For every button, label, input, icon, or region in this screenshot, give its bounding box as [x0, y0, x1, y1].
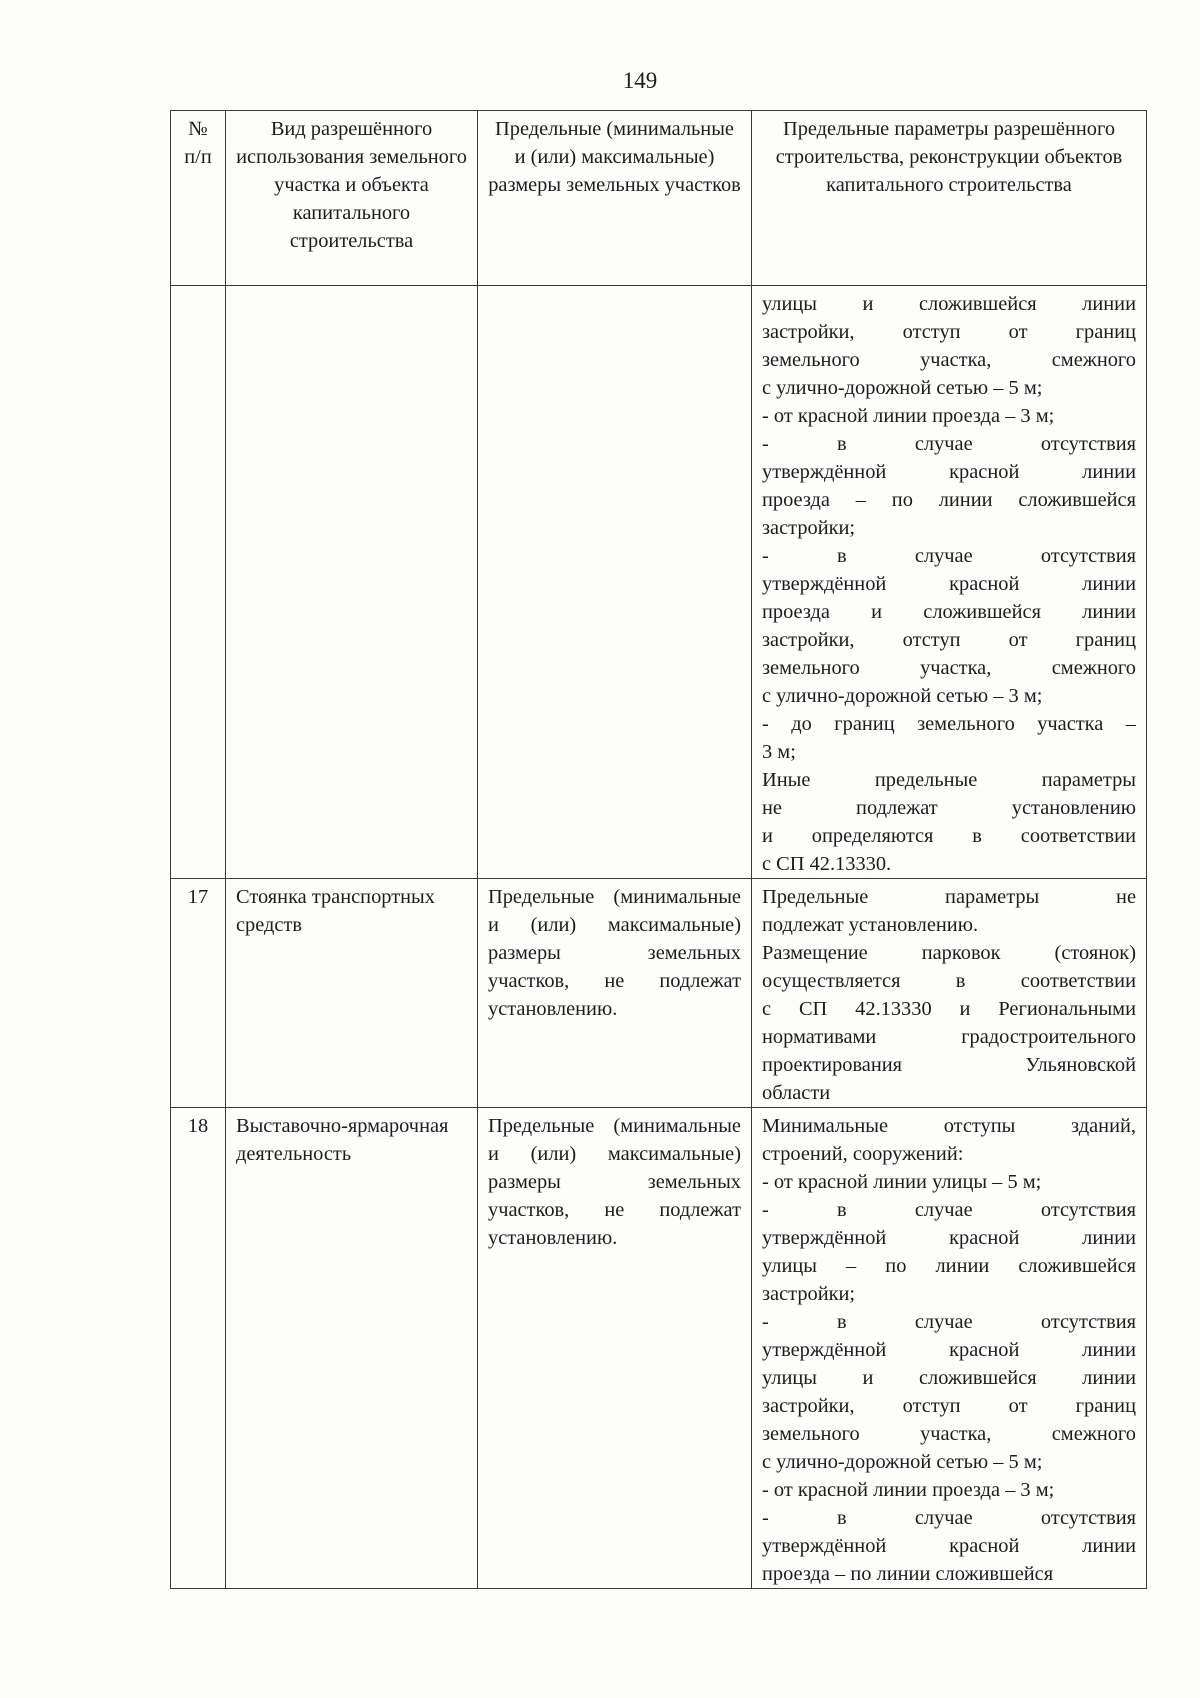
- param-line: с улично-дорожной сетью – 3 м;: [762, 685, 1043, 707]
- param-line: утверждённой красной линии: [762, 1339, 1136, 1361]
- header-use-type: Вид разрешённого использования земельного участка и объекта капитального строительства: [226, 111, 478, 286]
- param-line: утверждённой красной линии: [762, 1535, 1136, 1557]
- param-line: с улично-дорожной сетью – 5 м;: [762, 377, 1043, 399]
- param-line: осуществляется в соответствии: [762, 970, 1136, 992]
- table-header-row: [171, 111, 1147, 286]
- param-line: - от красной линии проезда – 3 м;: [762, 405, 1055, 427]
- row-number: 18: [171, 1108, 226, 1589]
- param-line: земельного участка, смежного: [762, 349, 1136, 371]
- param-line: - в случае отсутствия: [762, 545, 1136, 567]
- param-line: Иные предельные параметры: [762, 769, 1136, 791]
- page-number: 149: [622, 68, 658, 93]
- plot-size-cell: Предельные (минимальные и (или) максимальные) размеры земельных участков, не подлежат установлению.: [478, 879, 752, 1108]
- param-line: - от красной линии проезда – 3 м;: [762, 1479, 1055, 1501]
- param-line: улицы и сложившейся линии: [762, 1367, 1136, 1389]
- header-build-params: Предельные параметры разрешённого строительства, реконструкции объектов капитального строительства: [752, 111, 1147, 286]
- table-row: [171, 879, 1147, 1108]
- build-params-cell: [752, 879, 1147, 1108]
- table-row: [171, 286, 1147, 879]
- param-line: области: [762, 1082, 831, 1104]
- header-plot-size: Предельные (минимальные и (или) максимальные) размеры земельных участков: [478, 111, 752, 286]
- param-line: - в случае отсутствия: [762, 1507, 1136, 1529]
- param-line: с СП 42.13330 и Региональными: [762, 998, 1136, 1020]
- param-line: с СП 42.13330.: [762, 853, 892, 875]
- row-number: 17: [171, 879, 226, 1108]
- param-line: и определяются в соответствии: [762, 825, 1136, 847]
- param-line: - от красной линии улицы – 5 м;: [762, 1171, 1042, 1193]
- param-line: 3 м;: [762, 741, 796, 763]
- param-line: застройки, отступ от границ: [762, 629, 1136, 651]
- param-line: застройки;: [762, 1283, 856, 1305]
- param-line: проектирования Ульяновской: [762, 1054, 1136, 1076]
- plot-size-cell: Предельные (минимальные и (или) максимальные) размеры земельных участков, не подлежат установлению.: [478, 1108, 752, 1589]
- param-line: - до границ земельного участка –: [762, 713, 1136, 735]
- param-line: - в случае отсутствия: [762, 1199, 1136, 1221]
- param-line: застройки;: [762, 517, 856, 539]
- table-row: [171, 1108, 1147, 1589]
- row-number: [171, 286, 226, 879]
- param-line: подлежат установлению.: [762, 914, 979, 936]
- param-line: строений, сооружений:: [762, 1143, 964, 1165]
- header-number: № п/п: [171, 111, 226, 286]
- param-line: проезда – по линии сложившейся: [762, 1563, 1054, 1585]
- use-type-cell: Выставочно-ярмарочная деятельность: [226, 1108, 478, 1589]
- build-params-cell: [752, 286, 1147, 879]
- param-line: застройки, отступ от границ: [762, 321, 1136, 343]
- param-line: Минимальные отступы зданий,: [762, 1115, 1136, 1137]
- use-type-cell: [226, 286, 478, 879]
- param-line: проезда – по линии сложившейся: [762, 489, 1136, 511]
- param-line: застройки, отступ от границ: [762, 1395, 1136, 1417]
- build-params-cell: [752, 1108, 1147, 1589]
- param-line: - в случае отсутствия: [762, 1311, 1136, 1333]
- param-line: Размещение парковок (стоянок): [762, 942, 1136, 964]
- param-line: проезда и сложившейся линии: [762, 601, 1136, 623]
- plot-size-cell: [478, 286, 752, 879]
- param-line: не подлежат установлению: [762, 797, 1136, 819]
- param-line: утверждённой красной линии: [762, 461, 1136, 483]
- param-line: утверждённой красной линии: [762, 573, 1136, 595]
- param-line: улицы и сложившейся линии: [762, 293, 1136, 315]
- param-line: земельного участка, смежного: [762, 657, 1136, 679]
- param-line: Предельные параметры не: [762, 886, 1136, 908]
- param-line: земельного участка, смежного: [762, 1423, 1136, 1445]
- param-line: улицы – по линии сложившейся: [762, 1255, 1136, 1277]
- param-line: утверждённой красной линии: [762, 1227, 1136, 1249]
- use-type-cell: Стоянка транспортных средств: [226, 879, 478, 1108]
- param-line: с улично-дорожной сетью – 5 м;: [762, 1451, 1043, 1473]
- param-line: - в случае отсутствия: [762, 433, 1136, 455]
- regulations-table: [170, 110, 1147, 1589]
- param-line: нормативами градостроительного: [762, 1026, 1136, 1048]
